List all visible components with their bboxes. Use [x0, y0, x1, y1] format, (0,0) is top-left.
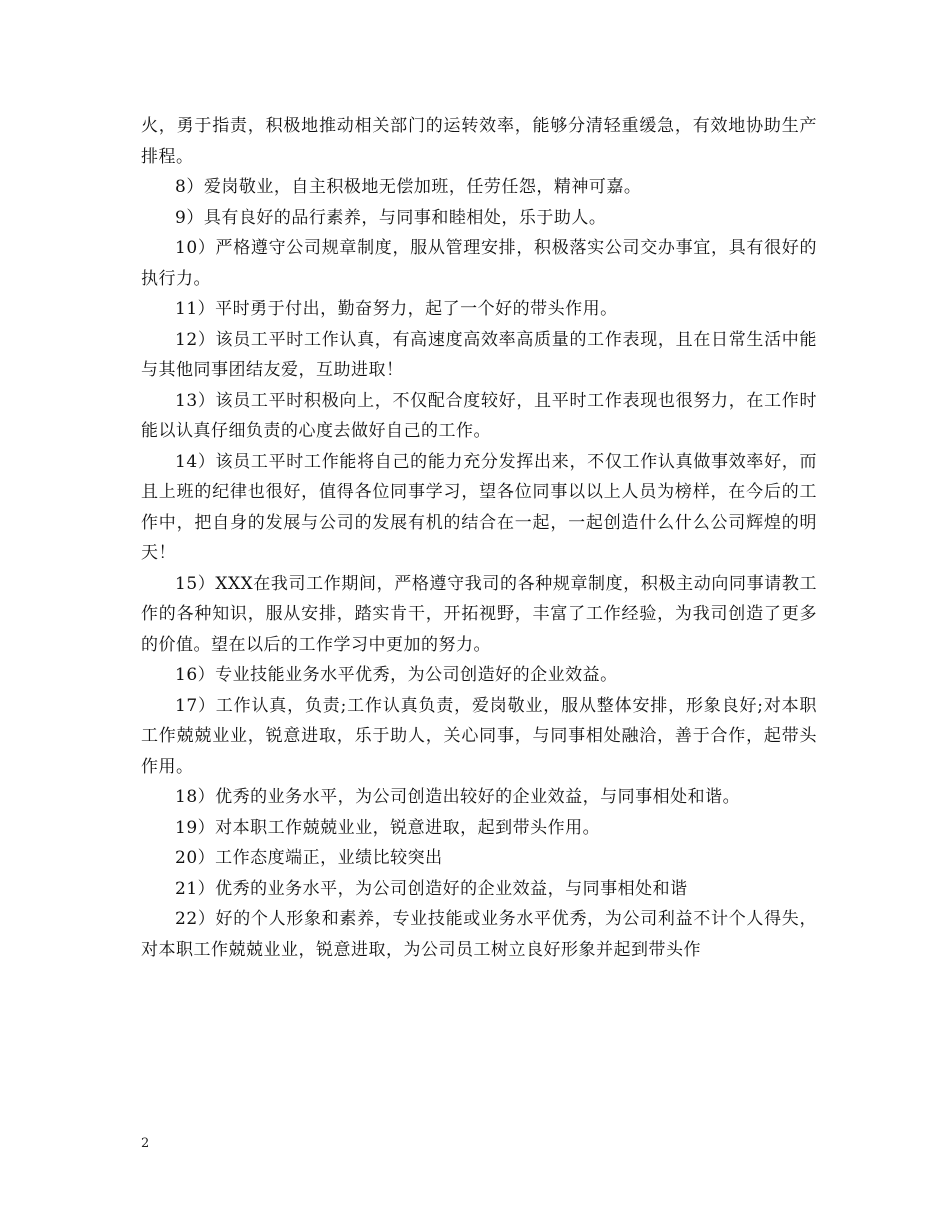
page-number: 2: [141, 1136, 150, 1151]
document-body: [141, 111, 817, 965]
paragraph-item-14: 14）该员工平时工作能将自己的能力充分发挥出来，不仅工作认真做事效率好，而且上班的纪律也很好，值得各位同事学习，望各位同事以以上人员为榜样，在今后的工作中，把自身的发展与公司的发展有机的结合在一起，一起创造什么什么公司辉煌的明天！: [141, 451, 817, 563]
paragraph-item-17: 17）工作认真，负责;工作认真负责，爱岗敬业，服从整体安排，形象良好;对本职工作兢兢业业，锐意进取，乐于助人，关心同事，与同事相处融洽，善于合作，起带头作用。: [141, 695, 817, 777]
paragraph-item-9: 9）具有良好的品行素养，与同事和睦相处，乐于助人。: [175, 207, 607, 228]
paragraph-item-21: 21）优秀的业务水平，为公司创造好的企业效益，与同事相处和谐: [175, 878, 688, 899]
paragraph-item-22: 22）好的个人形象和素养，专业技能或业务水平优秀，为公司利益不计个人得失，对本职工作兢兢业业，锐意进取，为公司员工树立良好形象并起到带头作: [141, 909, 817, 960]
paragraph-item-20: 20）工作态度端正，业绩比较突出: [175, 848, 443, 868]
paragraph-item-16: 16）专业技能业务水平优秀，为公司创造好的企业效益。: [175, 665, 618, 685]
paragraph-item-8: 8）爱岗敬业，自主积极地无偿加班，任劳任怨，精神可嘉。: [175, 177, 642, 197]
paragraph-item-13: 13）该员工平时积极向上，不仅配合度较好，且平时工作表现也很努力，在工作时能以认真仔细负责的心度去做好自己的工作。: [141, 390, 817, 441]
paragraph-item-11: 11）平时勇于付出，勤奋努力，起了一个好的带头作用。: [175, 299, 618, 319]
paragraph-item-15: 15）XXX在我司工作期间，严格遵守我司的各种规章制度，积极主动向同事请教工作的各种知识，服从安排，踏实肯干，开拓视野，丰富了工作经验，为我司创造了更多的价值。望在以后的工作学习中更加的努力。: [141, 573, 817, 655]
paragraph-continuation: 火，勇于指责，积极地推动相关部门的运转效率，能够分清轻重缓急，有效地协助生产排程。: [141, 116, 817, 167]
paragraph-item-19: 19）对本职工作兢兢业业，锐意进取，起到带头作用。: [175, 817, 601, 838]
paragraph-item-18: 18）优秀的业务水平，为公司创造出较好的企业效益，与同事相处和谐。: [175, 787, 741, 807]
paragraph-item-10: 10）严格遵守公司规章制度，服从管理安排，积极落实公司交办事宜，具有很好的执行力。: [141, 238, 817, 289]
paragraph-item-12: 12）该员工平时工作认真，有高速度高效率高质量的工作表现，且在日常生活中能与其他同事团结友爱，互助进取！: [141, 329, 817, 380]
